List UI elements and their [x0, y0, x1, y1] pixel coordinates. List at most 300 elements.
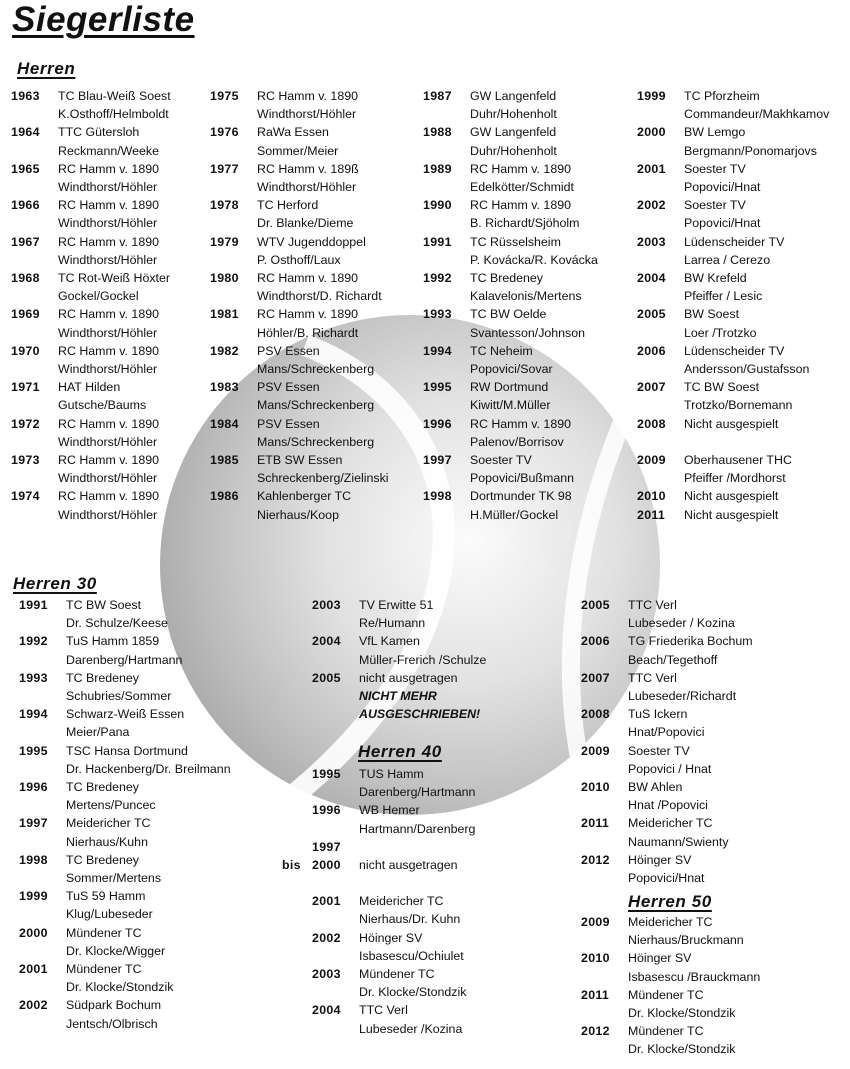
- club-name: TV Erwitte 51: [359, 598, 434, 612]
- player-names: Dr. Hackenberg/Dr. Breilmann: [66, 761, 231, 776]
- year-label: 2002: [637, 198, 666, 213]
- club-name: TC Herford: [257, 198, 319, 213]
- winner-entry: [11, 342, 171, 378]
- year-label: 1992: [19, 634, 48, 649]
- winner-entry: [581, 778, 753, 814]
- club-name: nicht ausgetragen: [359, 858, 458, 873]
- year-label: 2010: [637, 489, 666, 504]
- player-names: Popovici/Sovar: [470, 362, 553, 377]
- winner-entry: [11, 305, 171, 341]
- year-label: 2002: [312, 930, 341, 945]
- winner-entry: [581, 986, 760, 1022]
- year-label: 1965: [11, 161, 40, 176]
- year-label: 2001: [637, 161, 666, 176]
- page-title: Siegerliste: [12, 0, 195, 39]
- year-label: 2008: [581, 707, 610, 722]
- winner-entry: [312, 765, 475, 801]
- player-names: Duhr/Hohenholt: [470, 107, 557, 122]
- player-names: Jentsch/Olbrisch: [66, 1016, 158, 1031]
- player-names: P. Osthoff/Laux: [257, 252, 341, 267]
- year-label: 1970: [11, 343, 40, 358]
- winner-entry: [581, 814, 753, 850]
- year-label: 1973: [11, 453, 40, 468]
- player-names: Mans/Schreckenberg: [257, 434, 375, 449]
- winner-entry: [581, 913, 760, 949]
- player-names: Nierhaus/Bruckmann: [628, 933, 744, 948]
- player-names: Palenov/Borrisov: [470, 434, 564, 449]
- club-name: Soester TV: [470, 453, 532, 468]
- winner-entry: [423, 305, 598, 341]
- club-name: TTC Verl: [628, 670, 677, 685]
- club-name: TTC Gütersloh: [58, 125, 140, 140]
- winner-entry: [19, 632, 231, 668]
- club-name: RC Hamm v. 1890: [58, 234, 159, 249]
- year-label: 2011: [637, 507, 666, 522]
- player-names: P. Kovácka/R. Kovácka: [470, 252, 598, 267]
- winner-entry: [11, 451, 171, 487]
- club-name: TG Friederika Bochum: [628, 634, 753, 649]
- player-names: Isbasescu /Brauckmann: [628, 969, 761, 984]
- year-label: 1998: [19, 852, 48, 867]
- winner-entry: [11, 415, 171, 451]
- winner-entry: [637, 506, 829, 524]
- player-names: Bergmann/Ponomarjovs: [684, 143, 817, 158]
- winner-entry: [637, 233, 829, 269]
- range-prefix: bis: [282, 858, 301, 873]
- player-names: Pfeiffer /Mordhorst: [684, 471, 786, 486]
- player-names: Windthorst/Höhler: [58, 507, 158, 522]
- player-names: Höhler/B. Richardt: [257, 325, 359, 340]
- year-label: 2000: [637, 125, 666, 140]
- winner-entry: [312, 965, 475, 1001]
- player-names: Popovici/Bußmann: [470, 471, 574, 486]
- club-name: Meidericher TC: [628, 816, 713, 831]
- winner-entry: [210, 342, 389, 378]
- winner-entry: [581, 705, 753, 741]
- winner-entry: [312, 801, 475, 837]
- year-label: 2006: [637, 343, 666, 358]
- year-label: 1995: [19, 743, 48, 758]
- section-heading-herren-30: Herren 30: [13, 574, 97, 593]
- club-name: Soester TV: [628, 743, 690, 758]
- club-name: Mündener TC: [359, 967, 435, 982]
- player-names: Svantesson/Johnson: [470, 325, 586, 340]
- player-names: Windthorst/Höhler: [58, 325, 158, 340]
- year-label: 1998: [423, 489, 452, 504]
- year-label: 1982: [210, 343, 239, 358]
- club-name: TC Rüsselsheim: [470, 234, 561, 249]
- winner-entry: [19, 669, 231, 705]
- year-label: 1997: [19, 816, 48, 831]
- year-label: 1997: [423, 453, 452, 468]
- herren30-column-2: [312, 596, 486, 723]
- player-names: B. Richardt/Sjöholm: [470, 216, 580, 231]
- winner-entry: [637, 196, 829, 232]
- club-name: Meidericher TC: [628, 915, 713, 929]
- year-label: 1985: [210, 453, 239, 468]
- player-names: Windthorst/Höhler: [257, 107, 357, 122]
- winner-entry: [312, 669, 486, 724]
- year-label: 1980: [210, 271, 239, 286]
- club-name: RC Hamm v. 189ß: [257, 161, 359, 176]
- player-names: Lubeseder/Richardt: [628, 689, 737, 704]
- year-label: 1968: [11, 271, 40, 286]
- winner-entry: [423, 269, 598, 305]
- winner-entry: [637, 451, 829, 487]
- club-name: TC Rot-Weiß Höxter: [58, 271, 170, 286]
- player-names: Windthorst/D. Richardt: [257, 289, 382, 304]
- winner-entry: [423, 342, 598, 378]
- player-names: Dr. Klocke/Stondzik: [66, 980, 174, 995]
- winner-entry: [637, 269, 829, 305]
- winner-entry: [210, 123, 389, 159]
- player-names: Sommer/Meier: [257, 143, 339, 158]
- club-name: BW Soest: [684, 307, 740, 322]
- herren-column-3: [423, 87, 598, 524]
- winner-entry: [423, 196, 598, 232]
- winner-entry: [210, 196, 389, 232]
- player-names: Isbasescu/Ochiulet: [359, 948, 464, 963]
- year-label: 1999: [19, 889, 48, 904]
- year-label: 2008: [637, 416, 666, 431]
- year-label: 1964: [11, 125, 40, 140]
- year-label: 1991: [19, 598, 48, 612]
- club-name: Mündener TC: [66, 925, 142, 940]
- year-label: 2004: [312, 634, 341, 649]
- player-names: Dr. Blanke/Dieme: [257, 216, 354, 231]
- club-name: RC Hamm v. 1890: [58, 161, 159, 176]
- herren40-column-3: [581, 596, 753, 887]
- club-name: RC Hamm v. 1890: [58, 198, 159, 213]
- year-label: 1991: [423, 234, 452, 249]
- year-label: 2006: [581, 634, 610, 649]
- player-names: Nierhaus/Koop: [257, 507, 339, 522]
- year-label: 2002: [19, 998, 48, 1013]
- year-label: 1989: [423, 161, 452, 176]
- year-label: [282, 838, 359, 874]
- player-names: Duhr/Hohenholt: [470, 143, 557, 158]
- winner-entry: [423, 160, 598, 196]
- player-names: Loer /Trotzko: [684, 325, 757, 340]
- year-label: 2004: [312, 1003, 341, 1018]
- club-name: TC Neheim: [470, 343, 533, 358]
- year-label: 1994: [19, 707, 48, 722]
- year-label: 1984: [210, 416, 239, 431]
- year-label: 1963: [11, 89, 40, 103]
- spacer: [312, 874, 475, 892]
- club-name: TC Pforzheim: [684, 89, 760, 103]
- club-name: Höinger SV: [628, 951, 692, 966]
- winner-entry: [210, 451, 389, 487]
- winner-entry: [637, 160, 829, 196]
- club-name: Nicht ausgespielt: [684, 507, 779, 522]
- year-label: 2011: [581, 987, 610, 1002]
- winner-entry: [11, 123, 171, 159]
- year-label: 1995: [423, 380, 452, 395]
- club-name: Mündener TC: [628, 987, 704, 1002]
- player-names: Hartmann/Darenberg: [359, 821, 476, 836]
- year-label: 1993: [423, 307, 452, 322]
- player-names: Andersson/Gustafsson: [684, 362, 810, 377]
- club-name: TC Bredeney: [66, 670, 140, 685]
- year-label: 1999: [637, 89, 666, 103]
- winner-entry: [423, 415, 598, 451]
- club-name: RC Hamm v. 1890: [470, 198, 571, 213]
- year-label: 2011: [581, 816, 610, 831]
- year-label: 2009: [581, 915, 610, 929]
- club-name: Kahlenberger TC: [257, 489, 352, 504]
- club-name: TSC Hansa Dortmund: [66, 743, 188, 758]
- winner-entry: [210, 415, 389, 451]
- year-label: 1978: [210, 198, 239, 213]
- player-names: H.Müller/Gockel: [470, 507, 559, 522]
- year-label: 2005: [637, 307, 666, 322]
- winner-entry: [19, 924, 231, 960]
- club-name: RW Dortmund: [470, 380, 549, 395]
- player-names: Popovici / Hnat: [628, 761, 712, 776]
- club-name: TTC Verl: [628, 598, 677, 612]
- player-names: Windthorst/Höhler: [257, 180, 357, 195]
- winner-entry: [19, 705, 231, 741]
- club-name: WB Hemer: [359, 803, 420, 818]
- player-names: Windthorst/Höhler: [58, 180, 158, 195]
- club-name: nicht ausgetragen: [359, 670, 458, 685]
- club-name: PSV Essen: [257, 380, 320, 395]
- player-names: K.Osthoff/Helmboldt: [58, 107, 169, 122]
- winner-entry: [581, 949, 760, 985]
- player-names: Naumann/Swienty: [628, 834, 729, 849]
- year-label: 2010: [581, 780, 610, 795]
- year-label: 2010: [581, 951, 610, 966]
- player-names: Schubries/Sommer: [66, 689, 172, 704]
- year-label: 1974: [11, 489, 40, 504]
- winner-entry: [19, 851, 231, 887]
- club-name: Lüdenscheider TV: [684, 343, 785, 358]
- winner-entry: [637, 342, 829, 378]
- player-names: Müller-Frerich /Schulze: [359, 652, 487, 667]
- year-label: 2007: [637, 380, 666, 395]
- club-name: TUS Hamm: [359, 767, 424, 781]
- player-names: Hnat/Popovici: [628, 725, 705, 740]
- year-start: 1997: [312, 839, 341, 854]
- club-name: TuS Ickern: [628, 707, 688, 722]
- year-label: 2001: [19, 962, 48, 977]
- club-name: Schwarz-Weiß Essen: [66, 707, 185, 722]
- club-name: VfL Kamen: [359, 634, 420, 649]
- winner-entry: [581, 596, 753, 632]
- player-names: Dr. Klocke/Stondzik: [628, 1042, 736, 1057]
- player-names: Popovici/Hnat: [684, 180, 761, 195]
- club-name: TC Bredeney: [66, 780, 140, 795]
- player-names: Trotzko/Bornemann: [684, 398, 793, 413]
- winner-entry: [11, 196, 171, 232]
- winner-entry: [637, 87, 829, 123]
- notice-text: NICHT MEHR: [359, 689, 437, 704]
- player-names: Popovici/Hnat: [628, 871, 705, 886]
- year-label: 1972: [11, 416, 40, 431]
- year-label: 1981: [210, 307, 239, 322]
- club-name: Soester TV: [684, 198, 746, 213]
- player-names: Windthorst/Höhler: [58, 471, 158, 486]
- year-label: 2005: [581, 598, 610, 612]
- player-names: Lubeseder /Kozina: [359, 1021, 463, 1036]
- club-name: RC Hamm v. 1890: [257, 307, 358, 322]
- winner-entry: [312, 929, 475, 965]
- club-name: HAT Hilden: [58, 380, 121, 395]
- winner-entry: [637, 415, 829, 451]
- club-name: Meidericher TC: [66, 816, 151, 831]
- player-names: Schreckenberg/Zielinski: [257, 471, 389, 486]
- winner-entry: [19, 960, 231, 996]
- year-label: 1969: [11, 307, 40, 322]
- year-label: 1996: [423, 416, 452, 431]
- club-name: Meidericher TC: [359, 894, 444, 909]
- section-heading-herren: Herren: [17, 59, 76, 78]
- year-label: 2012: [581, 852, 610, 867]
- notice-text: AUSGESCHRIEBEN!: [359, 707, 481, 722]
- year-label: 1993: [19, 670, 48, 685]
- year-label: 1987: [423, 89, 452, 103]
- club-name: RC Hamm v. 1890: [58, 343, 159, 358]
- herren-column-1: [11, 87, 171, 524]
- year-label: 2003: [312, 967, 341, 982]
- player-names: Edelkötter/Schmidt: [470, 180, 574, 195]
- player-names: Larrea / Cerezo: [684, 252, 771, 267]
- winner-entry: [637, 305, 829, 341]
- club-name: RC Hamm v. 1890: [58, 489, 159, 504]
- club-name: TC BW Soest: [66, 598, 142, 612]
- year-label: 2001: [312, 894, 341, 909]
- winner-entry: [312, 632, 486, 668]
- club-name: TC BW Oelde: [470, 307, 547, 322]
- year-label: 2005: [312, 670, 341, 685]
- year-label: 1988: [423, 125, 452, 140]
- winner-entry: [423, 87, 598, 123]
- club-name: RC Hamm v. 1890: [58, 453, 159, 468]
- winner-entry: [210, 305, 389, 341]
- player-names: Sommer/Mertens: [66, 871, 162, 886]
- year-label: 2000: [19, 925, 48, 940]
- club-name: RaWa Essen: [257, 125, 329, 140]
- winner-entry: [282, 838, 475, 874]
- club-name: RC Hamm v. 1890: [470, 161, 571, 176]
- club-name: TC Blau-Weiß Soest: [58, 89, 171, 103]
- year-label: 1996: [19, 780, 48, 795]
- player-names: Commandeur/Makhkamov: [684, 107, 830, 122]
- club-name: TuS Hamm 1859: [66, 634, 160, 649]
- club-name: BW Krefeld: [684, 271, 747, 286]
- club-name: TuS 59 Hamm: [66, 889, 146, 904]
- club-name: PSV Essen: [257, 416, 320, 431]
- club-name: PSV Essen: [257, 343, 320, 358]
- club-name: RC Hamm v. 1890: [58, 307, 159, 322]
- club-name: TTC Verl: [359, 1003, 408, 1018]
- winner-entry: [19, 778, 231, 814]
- winner-entry: [581, 632, 753, 668]
- club-name: TC Bredeney: [470, 271, 544, 286]
- herren50-column: [581, 913, 760, 1059]
- club-name: TC BW Soest: [684, 380, 760, 395]
- player-names: Gockel/Gockel: [58, 289, 139, 304]
- club-name: Höinger SV: [359, 930, 423, 945]
- club-name: Höinger SV: [628, 852, 692, 867]
- winner-entry: [423, 123, 598, 159]
- winner-entry: [19, 596, 231, 632]
- player-names: Popovici/Hnat: [684, 216, 761, 231]
- winner-entry: [19, 996, 231, 1032]
- year-label: 1976: [210, 125, 239, 140]
- player-names: Dr. Klocke/Stondzik: [359, 985, 467, 1000]
- herren40-column-2: [282, 765, 476, 1038]
- player-names: Darenberg/Hartmann: [66, 652, 183, 667]
- winner-entry: [423, 451, 598, 487]
- player-names: Dr. Klocke/Wigger: [66, 943, 166, 958]
- winner-entry: [637, 487, 829, 505]
- player-names: Nierhaus/Dr. Kuhn: [359, 912, 461, 927]
- club-name: Soester TV: [684, 161, 746, 176]
- winner-entry: [312, 892, 475, 928]
- winner-entry: [11, 160, 171, 196]
- year-label: 2003: [637, 234, 666, 249]
- club-name: WTV Jugenddoppel: [257, 234, 366, 249]
- club-name: RC Hamm v. 1890: [58, 416, 159, 431]
- year-label: 1977: [210, 161, 239, 176]
- winner-entry: [210, 87, 389, 123]
- year-label: 1996: [312, 803, 341, 818]
- winner-entry: [637, 378, 829, 414]
- winner-entry: [423, 233, 598, 269]
- year-label: 1995: [312, 767, 341, 781]
- year-label: 1994: [423, 343, 452, 358]
- winner-entry: [210, 233, 389, 269]
- year-label: 1975: [210, 89, 239, 103]
- winner-entry: [19, 887, 231, 923]
- winner-entry: [19, 814, 231, 850]
- club-name: TC Bredeney: [66, 852, 140, 867]
- player-names: Windthorst/Höhler: [58, 434, 158, 449]
- club-name: Nicht ausgespielt: [684, 416, 779, 431]
- club-name: Oberhausener THC: [684, 453, 792, 468]
- player-names: Klug/Lubeseder: [66, 907, 153, 922]
- winner-entry: [210, 160, 389, 196]
- player-names: Gutsche/Baums: [58, 398, 147, 413]
- player-names: Nierhaus/Kuhn: [66, 834, 148, 849]
- player-names: Darenberg/Hartmann: [359, 785, 476, 800]
- club-name: Lüdenscheider TV: [684, 234, 785, 249]
- section-heading-herren-40: Herren 40: [358, 742, 442, 761]
- club-name: RC Hamm v. 1890: [257, 89, 358, 103]
- winner-entry: [11, 269, 171, 305]
- winner-entry: [210, 487, 389, 523]
- winner-entry: [11, 487, 171, 523]
- player-names: Lubeseder / Kozina: [628, 616, 735, 631]
- winner-entry: [210, 378, 389, 414]
- herren-column-4: [637, 87, 829, 524]
- winner-entry: [423, 487, 598, 523]
- year-label: 2009: [637, 453, 666, 468]
- year-label: 2003: [312, 598, 341, 612]
- winner-entry: [581, 669, 753, 705]
- player-names: Mans/Schreckenberg: [257, 362, 375, 377]
- player-names: Kalavelonis/Mertens: [470, 289, 582, 304]
- club-name: BW Ahlen: [628, 780, 683, 795]
- winner-entry: [637, 123, 829, 159]
- year-label: 1992: [423, 271, 452, 286]
- year-label: 1967: [11, 234, 40, 249]
- player-names: Reckmann/Weeke: [58, 143, 160, 158]
- section-heading-herren-50: Herren 50: [628, 892, 712, 911]
- club-name: GW Langenfeld: [470, 125, 557, 140]
